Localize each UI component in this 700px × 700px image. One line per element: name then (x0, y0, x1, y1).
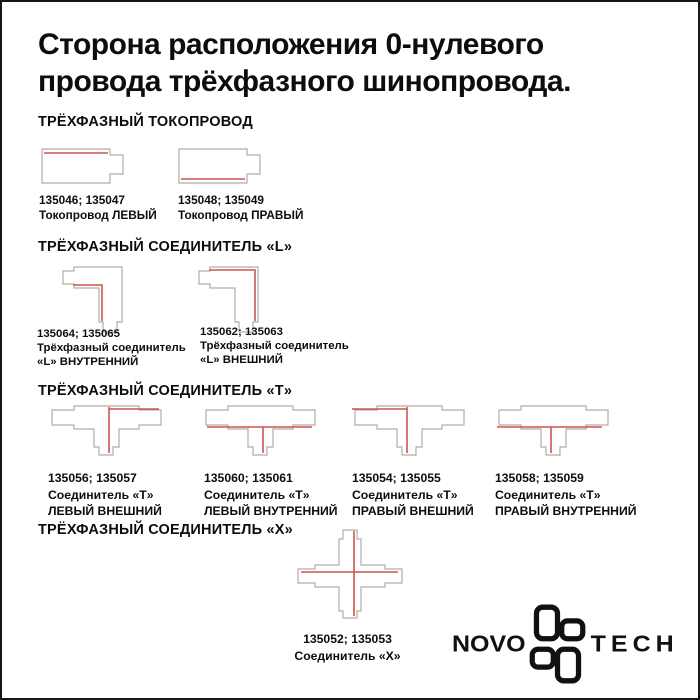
connector-outline (355, 406, 464, 455)
item-type: ЛЕВЫЙ ВНЕШНИЙ (48, 504, 162, 518)
item-label (178, 193, 303, 223)
connector-outline (52, 406, 161, 455)
connector-outline (42, 149, 123, 183)
logo-text-novo: NOVO (452, 630, 526, 657)
section-heading-l: ТРЁХФАЗНЫЙ СОЕДИНИТЕЛЬ «L» (38, 239, 293, 255)
connector-outline (63, 267, 122, 332)
connector-outline (179, 149, 260, 183)
logo-text-tech: TECH (590, 630, 679, 657)
item-label (37, 327, 186, 369)
item-name: Соединитель «Т» (352, 487, 458, 502)
item-name: Соединитель «Х» (294, 648, 401, 663)
section-heading-x: ТРЁХФАЗНЫЙ СОЕДИНИТЕЛЬ «Х» (38, 522, 293, 538)
page-title-line1: Сторона расположения 0-нулевого (38, 28, 544, 61)
zero-wire-line (207, 427, 312, 453)
item-codes: 135062; 135063 (200, 326, 283, 338)
item-name: Токопровод ПРАВЫЙ (178, 208, 304, 222)
drawing-feed-left (41, 148, 125, 185)
item-type: ПРАВЫЙ ВНУТРЕННИЙ (495, 504, 637, 518)
item-codes: 135048; 135049 (178, 193, 264, 207)
page-title (38, 26, 571, 100)
item-label (204, 470, 338, 520)
connector-outline (199, 267, 258, 332)
item-codes: 135054; 135055 (352, 471, 441, 485)
item-type: ЛЕВЫЙ ВНУТРЕННИЙ (204, 504, 338, 518)
section-heading-t: ТРЁХФАЗНЫЙ СОЕДИНИТЕЛЬ «Т» (38, 383, 293, 399)
item-name: Соединитель «Т» (48, 487, 154, 502)
drawing-l-inner (60, 262, 124, 334)
item-label (48, 470, 162, 520)
item-label (39, 193, 157, 223)
item-name: Соединитель «Т» (204, 487, 310, 502)
item-codes: 135052; 135053 (303, 632, 392, 646)
novotech-pinwheel-icon (527, 604, 588, 684)
drawing-x-cross (295, 527, 405, 621)
zero-wire-line (497, 427, 602, 453)
item-label (495, 470, 637, 520)
item-label (280, 631, 415, 664)
item-codes: 135058; 135059 (495, 471, 584, 485)
item-codes: 135060; 135061 (204, 471, 293, 485)
page-title-line2: провода трёхфазного шинопровода. (38, 65, 571, 98)
item-codes: 135064; 135065 (37, 328, 120, 340)
drawing-l-outer (196, 262, 260, 334)
novotech-logo (452, 600, 679, 688)
drawing-feed-right (178, 148, 262, 185)
zero-wire-line (209, 270, 255, 321)
item-name: Соединитель «Т» (495, 487, 601, 502)
zero-wire-line (301, 531, 398, 616)
item-type: «L» ВНУТРЕННИЙ (37, 356, 139, 368)
item-type: ПРАВЫЙ ВНЕШНИЙ (352, 504, 474, 518)
connector-outline (206, 406, 315, 455)
section-heading-feed: ТРЁХФАЗНЫЙ ТОКОПРОВОД (38, 114, 253, 130)
item-name: Трёхфазный соединитель (200, 340, 349, 352)
drawing-t-right-outer (349, 400, 465, 456)
drawing-t-left-outer (46, 400, 162, 456)
connector-outline (499, 406, 608, 455)
zero-wire-line (352, 407, 407, 453)
item-type: «L» ВНЕШНИЙ (200, 354, 283, 366)
item-name: Токопровод ЛЕВЫЙ (39, 208, 157, 222)
drawing-t-left-inner (200, 400, 316, 456)
item-codes: 135046; 135047 (39, 193, 125, 207)
zero-wire-line (73, 285, 102, 321)
item-codes: 135056; 135057 (48, 471, 137, 485)
item-name: Трёхфазный соединитель (37, 342, 186, 354)
zero-wire-line (109, 407, 159, 453)
connector-outline (298, 530, 402, 618)
item-label (200, 325, 349, 367)
drawing-t-right-inner (493, 400, 609, 456)
item-label (352, 470, 474, 520)
